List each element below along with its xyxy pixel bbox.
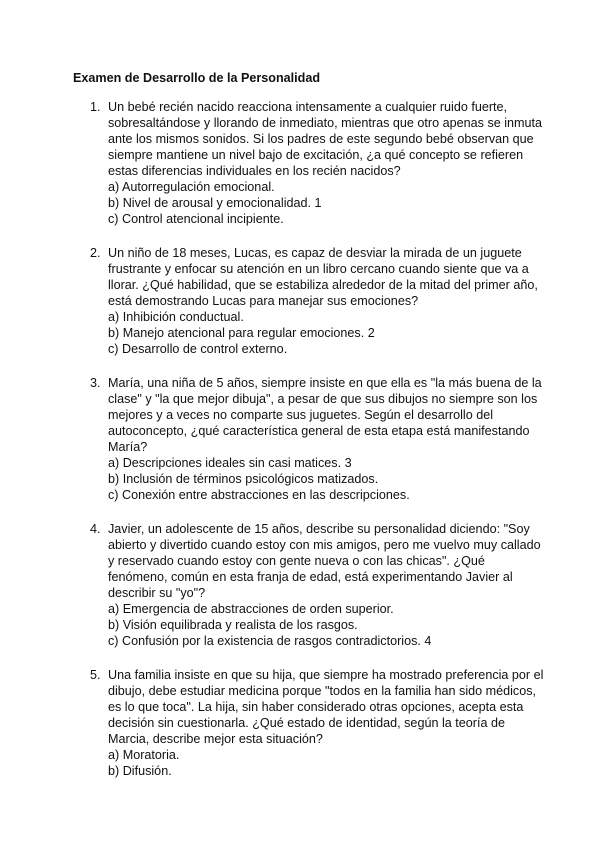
- question-text-line: está demostrando Lucas para manejar sus emociones?: [108, 294, 419, 308]
- answer-option: c) Confusión por la existencia de rasgos contradictorios. 4: [108, 634, 432, 648]
- question-number: 1.: [90, 100, 101, 114]
- question-4: [0, 521, 600, 649]
- question-text-line: frustrante y enfocar su atención en un libro cercano cuando siente que va a: [108, 262, 529, 276]
- question-number: 5.: [90, 668, 101, 682]
- question-text-line: es lo que toca". La hija, sin haber considerado otras opciones, acepta esta: [108, 700, 524, 714]
- question-5: [0, 667, 600, 779]
- question-number: 2.: [90, 246, 101, 260]
- question-number: 3.: [90, 376, 101, 390]
- question-text-line: dibujo, debe estudiar medicina porque "todos en la familia han sido médicos,: [108, 684, 537, 698]
- answer-option: c) Conexión entre abstracciones en las descripciones.: [108, 488, 410, 502]
- answer-option: c) Desarrollo de control externo.: [108, 342, 288, 356]
- question-text-line: estas diferencias individuales en los recién nacidos?: [108, 164, 401, 178]
- exam-title: Examen de Desarrollo de la Personalidad: [73, 71, 321, 85]
- question-text-line: María?: [108, 440, 148, 454]
- question-2: [0, 245, 600, 357]
- question-text-line: abierto y divertido cuando estoy con mis amigos, pero me vuelvo muy callado: [108, 538, 541, 552]
- answer-option: a) Moratoria.: [108, 748, 180, 762]
- question-text-line: y reservado cuando estoy con gente nueva o con las chicas". ¿Qué: [108, 554, 485, 568]
- question-1: [0, 99, 600, 227]
- answer-option: a) Emergencia de abstracciones de orden superior.: [108, 602, 394, 616]
- question-text-line: autoconcepto, ¿qué característica general de esta etapa está manifestando: [108, 424, 530, 438]
- question-text-line: Una familia insiste en que su hija, que siempre ha mostrado preferencia por el: [108, 668, 544, 682]
- question-text-line: ante los mismos sonidos. Si los padres de este segundo bebé observan que: [108, 132, 534, 146]
- answer-option: b) Manejo atencional para regular emociones. 2: [108, 326, 375, 340]
- question-text-line: María, una niña de 5 años, siempre insiste en que ella es "la más buena de la: [108, 376, 542, 390]
- answer-option: b) Visión equilibrada y realista de los rasgos.: [108, 618, 358, 632]
- question-text-line: llorar. ¿Qué habilidad, que se estabiliza alrededor de la mitad del primer año,: [108, 278, 538, 292]
- question-text-line: decisión sin cuestionarla. ¿Qué estado de identidad, según la teoría de: [108, 716, 505, 730]
- question-text-line: siempre mantiene un nivel bajo de excitación, ¿a qué concepto se refieren: [108, 148, 524, 162]
- answer-option: a) Autorregulación emocional.: [108, 180, 275, 194]
- answer-option: b) Inclusión de términos psicológicos matizados.: [108, 472, 379, 486]
- question-text-line: Marcia, describe mejor esta situación?: [108, 732, 323, 746]
- question-3: [0, 375, 600, 503]
- question-text-line: describir su "yo"?: [108, 586, 206, 600]
- question-number: 4.: [90, 522, 101, 536]
- question-text-line: fenómeno, común en esta franja de edad, está experimentando Javier al: [108, 570, 513, 584]
- answer-option: b) Nivel de arousal y emocionalidad. 1: [108, 196, 322, 210]
- question-text-line: mejores y a veces no comparte sus juguetes. Según el desarrollo del: [108, 408, 494, 422]
- answer-option: c) Control atencional incipiente.: [108, 212, 284, 226]
- answer-option: b) Difusión.: [108, 764, 172, 778]
- question-list: [0, 99, 600, 797]
- question-text-line: Un niño de 18 meses, Lucas, es capaz de desviar la mirada de un juguete: [108, 246, 522, 260]
- question-text-line: sobresaltándose y llorando de inmediato, mientras que otro apenas se inmuta: [108, 116, 543, 130]
- question-text-line: clase" y "la que mejor dibuja", a pesar de que sus dibujos no siempre son los: [108, 392, 538, 406]
- answer-option: a) Descripciones ideales sin casi matices. 3: [108, 456, 352, 470]
- question-text-line: Javier, un adolescente de 15 años, describe su personalidad diciendo: "Soy: [108, 522, 530, 536]
- question-text-line: Un bebé recién nacido reacciona intensamente a cualquier ruido fuerte,: [108, 100, 508, 114]
- answer-option: a) Inhibición conductual.: [108, 310, 244, 324]
